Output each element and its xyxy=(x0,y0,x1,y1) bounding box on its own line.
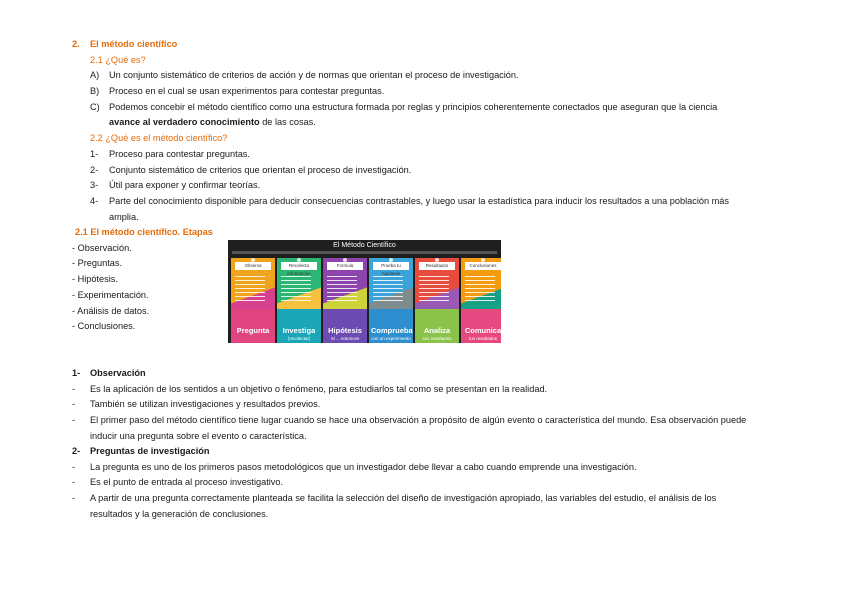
stage-item: - Hipótesis. xyxy=(72,274,118,284)
list-marker: C) xyxy=(90,102,100,112)
preg-number: 2- xyxy=(72,446,81,456)
step-text-lines xyxy=(281,276,311,302)
obs-title: Observación xyxy=(90,368,146,378)
list-marker: 3- xyxy=(90,180,99,190)
list-marker: 2- xyxy=(90,165,99,175)
step-sublabel: Si ... entonces xyxy=(330,336,360,341)
step-header: Prueba tu hipótesis xyxy=(373,262,409,270)
list-text: También se utilizan investigaciones y resultados previos. xyxy=(90,399,321,409)
section-number: 2. xyxy=(72,39,80,49)
infographic-step xyxy=(231,258,275,343)
list-marker: - xyxy=(72,384,76,394)
infographic-step xyxy=(369,258,413,343)
list-marker: - xyxy=(72,415,76,425)
step-sublabel: tus resultados xyxy=(468,336,497,341)
list-text: Proceso en el cual se usan experimentos para contestar preguntas. xyxy=(109,86,385,96)
list-marker: A) xyxy=(90,70,100,80)
list-marker: B) xyxy=(90,86,100,96)
step-header: Formula xyxy=(327,262,363,270)
list-text-continuation: avance al verdadero conocimiento de las cosas. xyxy=(109,117,316,127)
step-header: Conclusiones xyxy=(465,262,501,270)
obs-number: 1- xyxy=(72,368,81,378)
step-sublabel: sus resultados xyxy=(422,336,452,341)
list-text-continuation: inducir una pregunta sobre el evento o característica. xyxy=(90,431,307,441)
list-text: Es el punto de entrada al proceso investigativo. xyxy=(90,477,284,487)
stage-item: - Análisis de datos. xyxy=(72,306,150,316)
scientific-method-infographic xyxy=(228,240,501,343)
step-header: Observa xyxy=(235,262,271,270)
step-text-lines xyxy=(465,276,495,302)
stage-item: - Preguntas. xyxy=(72,258,123,268)
step-sublabel: (recolectar) xyxy=(287,336,311,341)
list-text: A partir de una pregunta correctamente planteada se facilita la selección del diseño de investigación apropiado, las variables del estudio, el análisis de los xyxy=(90,493,717,503)
list-marker: 1- xyxy=(90,149,99,159)
step-label: Hipótesis xyxy=(328,326,362,335)
list-text: Conjunto sistemático de criterios que orientan el proceso de investigación. xyxy=(109,165,412,175)
infographic-step xyxy=(415,258,459,343)
list-marker: - xyxy=(72,493,76,503)
list-marker: - xyxy=(72,399,76,409)
list-marker: 4- xyxy=(90,196,99,206)
step-text-lines xyxy=(235,276,265,302)
infographic-subtitle-bar xyxy=(232,251,497,254)
infographic-step xyxy=(277,258,321,343)
step-label: Analiza xyxy=(423,326,451,335)
stages-heading: 2.1 El método científico. Etapas xyxy=(75,227,213,237)
stage-item: - Experimentación. xyxy=(72,290,149,300)
stage-item: - Conclusiones. xyxy=(72,321,136,331)
list-text: Útil para exponer y confirmar teorías. xyxy=(109,180,261,190)
subheading-metodo: 2.2 ¿Qué es el método científico? xyxy=(90,133,228,143)
list-text: Podemos concebir el método científico como una estructura formada por reglas y principios coherentemente conectados que aseguran que la ciencia xyxy=(109,102,718,112)
section-title: El método científico xyxy=(90,39,178,49)
list-text-continuation: amplia. xyxy=(109,212,139,222)
step-text-lines xyxy=(373,276,403,302)
step-header: Resultados xyxy=(419,262,455,270)
list-text: El primer paso del método científico tiene lugar cuando se hace una observación a propósito de algún evento o característica del mundo. Esa observación puede xyxy=(90,415,747,425)
infographic-title: El Método Científico xyxy=(333,242,396,249)
preg-title: Preguntas de investigación xyxy=(90,446,210,456)
step-text-lines xyxy=(327,276,357,302)
list-marker: - xyxy=(72,462,76,472)
step-text-lines xyxy=(419,276,449,302)
infographic-step xyxy=(323,258,367,343)
emphasis-text: avance al verdadero conocimiento xyxy=(109,117,260,127)
list-marker: - xyxy=(72,477,76,487)
step-label: Comprueba xyxy=(371,326,413,335)
stage-item: - Observación. xyxy=(72,243,132,253)
step-header: Recolecta información xyxy=(281,262,317,270)
step-label: Pregunta xyxy=(236,326,270,335)
list-text: La pregunta es uno de los primeros pasos metodológicos que un investigador debe llevar a cabo cuando emprende una investigación. xyxy=(90,462,637,472)
step-sublabel: con un experimento xyxy=(371,336,411,341)
list-text: Parte del conocimiento disponible para deducir consecuencias contrastables, y luego usar la estadística para inducir los resultados a una población más xyxy=(109,196,730,206)
subheading-que-es: 2.1 ¿Qué es? xyxy=(90,55,146,65)
step-label: Investiga xyxy=(282,326,316,335)
list-text-continuation: resultados y la generación de conclusiones. xyxy=(90,509,269,519)
list-text: Proceso para contestar preguntas. xyxy=(109,149,250,159)
infographic-step xyxy=(461,258,501,343)
list-text: Es la aplicación de los sentidos a un objetivo o fenómeno, para estudiarlos tal como se presentan en la realidad. xyxy=(90,384,548,394)
list-text: Un conjunto sistemático de criterios de acción y de normas que orientan el proceso de investigación. xyxy=(109,70,519,80)
step-label: Comunica xyxy=(464,326,501,335)
